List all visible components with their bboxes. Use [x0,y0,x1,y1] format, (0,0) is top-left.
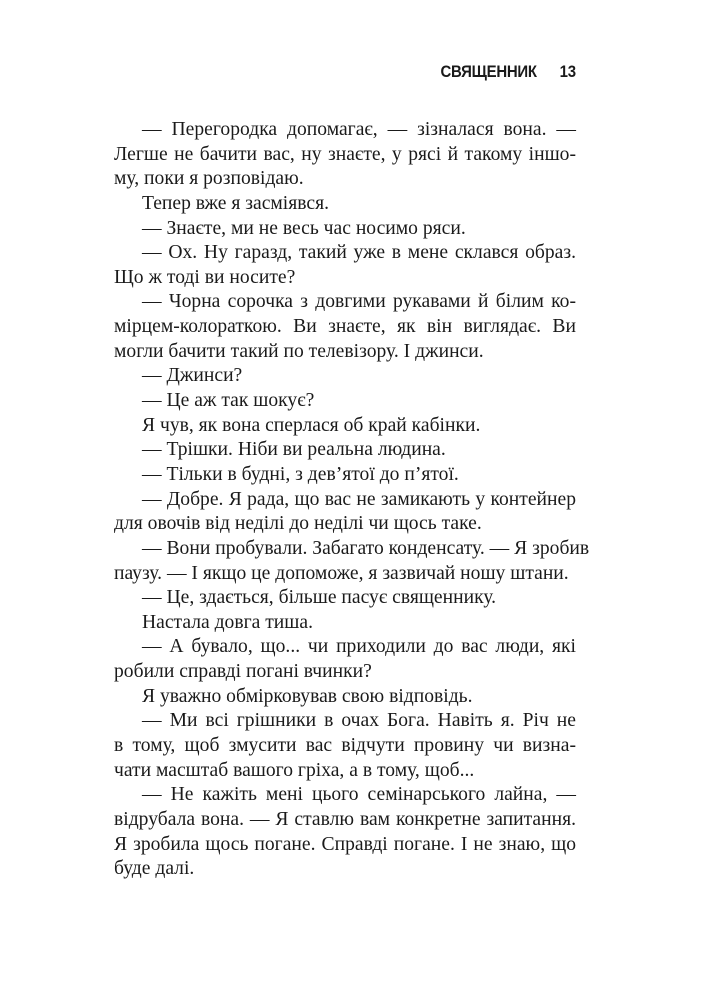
text-line: — Вони пробували. Забагато конденсату. — Я зробив [142,537,590,559]
text-line: чати масштаб вашого гріха, а в тому, щоб... [114,759,475,781]
text-line: буде далі. [114,858,195,880]
text-line: — Тільки в будні, з дев’ятої до п’ятої. [142,463,459,485]
running-title: СВЯЩЕННИК [440,62,538,81]
text-line: паузу. — І якщо це допоможе, я зазвичай ношу штани. [114,562,569,584]
text-line: робили справді погані вчинки? [114,661,372,683]
text-line: Тепер вже я засміявся. [142,192,330,214]
text-line: — Джинси? [142,365,243,387]
text-line: — Трішки. Ніби ви реальна людина. [142,439,446,461]
text-line: — Знаєте, ми не весь час носимо ряси. [142,217,466,239]
text-line: Настала довга тиша. [142,611,313,633]
text-line: — Це аж так шокує? [142,390,315,412]
text-line: в тому, щоб змусити вас відчути провину чи визна- [114,735,576,757]
text-line: — Ох. Ну гаразд, такий уже в мене склався образ. [142,242,576,264]
text-line: мірцем-колораткою. Ви знаєте, як він виглядає. Ви [114,316,576,338]
text-line: — Добре. Я рада, що вас не замикають у контейнер [142,488,576,510]
text-line: Я уважно обмірковував свою відповідь. [142,685,473,707]
text-line: — Ми всі грішники в очах Бога. Навіть я. Річ не [142,710,576,732]
text-line: — Чорна сорочка з довгими рукавами й білим ко- [142,291,576,313]
text-line: му, поки я розповідаю. [114,168,304,190]
text-line: могли бачити такий по телевізору. І джинси. [114,340,484,362]
text-line: Легше не бачити вас, ну знаєте, у рясі й такому іншо- [114,143,576,165]
text-line: — Не кажіть мені цього семінарського лайна, — [142,784,576,806]
page-number: 13 [559,62,576,81]
text-line: — А бувало, що... чи приходили до вас люди, які [142,636,576,658]
text-line: Я чув, як вона сперлася об край кабінки. [142,414,481,436]
text-line: — Це, здається, більше пасує священнику. [142,587,497,609]
text-line: Я зробила щось погане. Справді погане. І не знаю, що [114,833,576,855]
body-text [114,118,590,882]
running-header [441,62,576,82]
text-line: Що ж тоді ви носите? [114,266,296,288]
text-line: для овочів від неділі до неділі чи щось таке. [114,513,482,535]
text-line: відрубала вона. — Я ставлю вам конкретне запитання. [114,808,576,830]
text-line: — Перегородка допомагає, — зізналася вона. — [142,119,576,140]
